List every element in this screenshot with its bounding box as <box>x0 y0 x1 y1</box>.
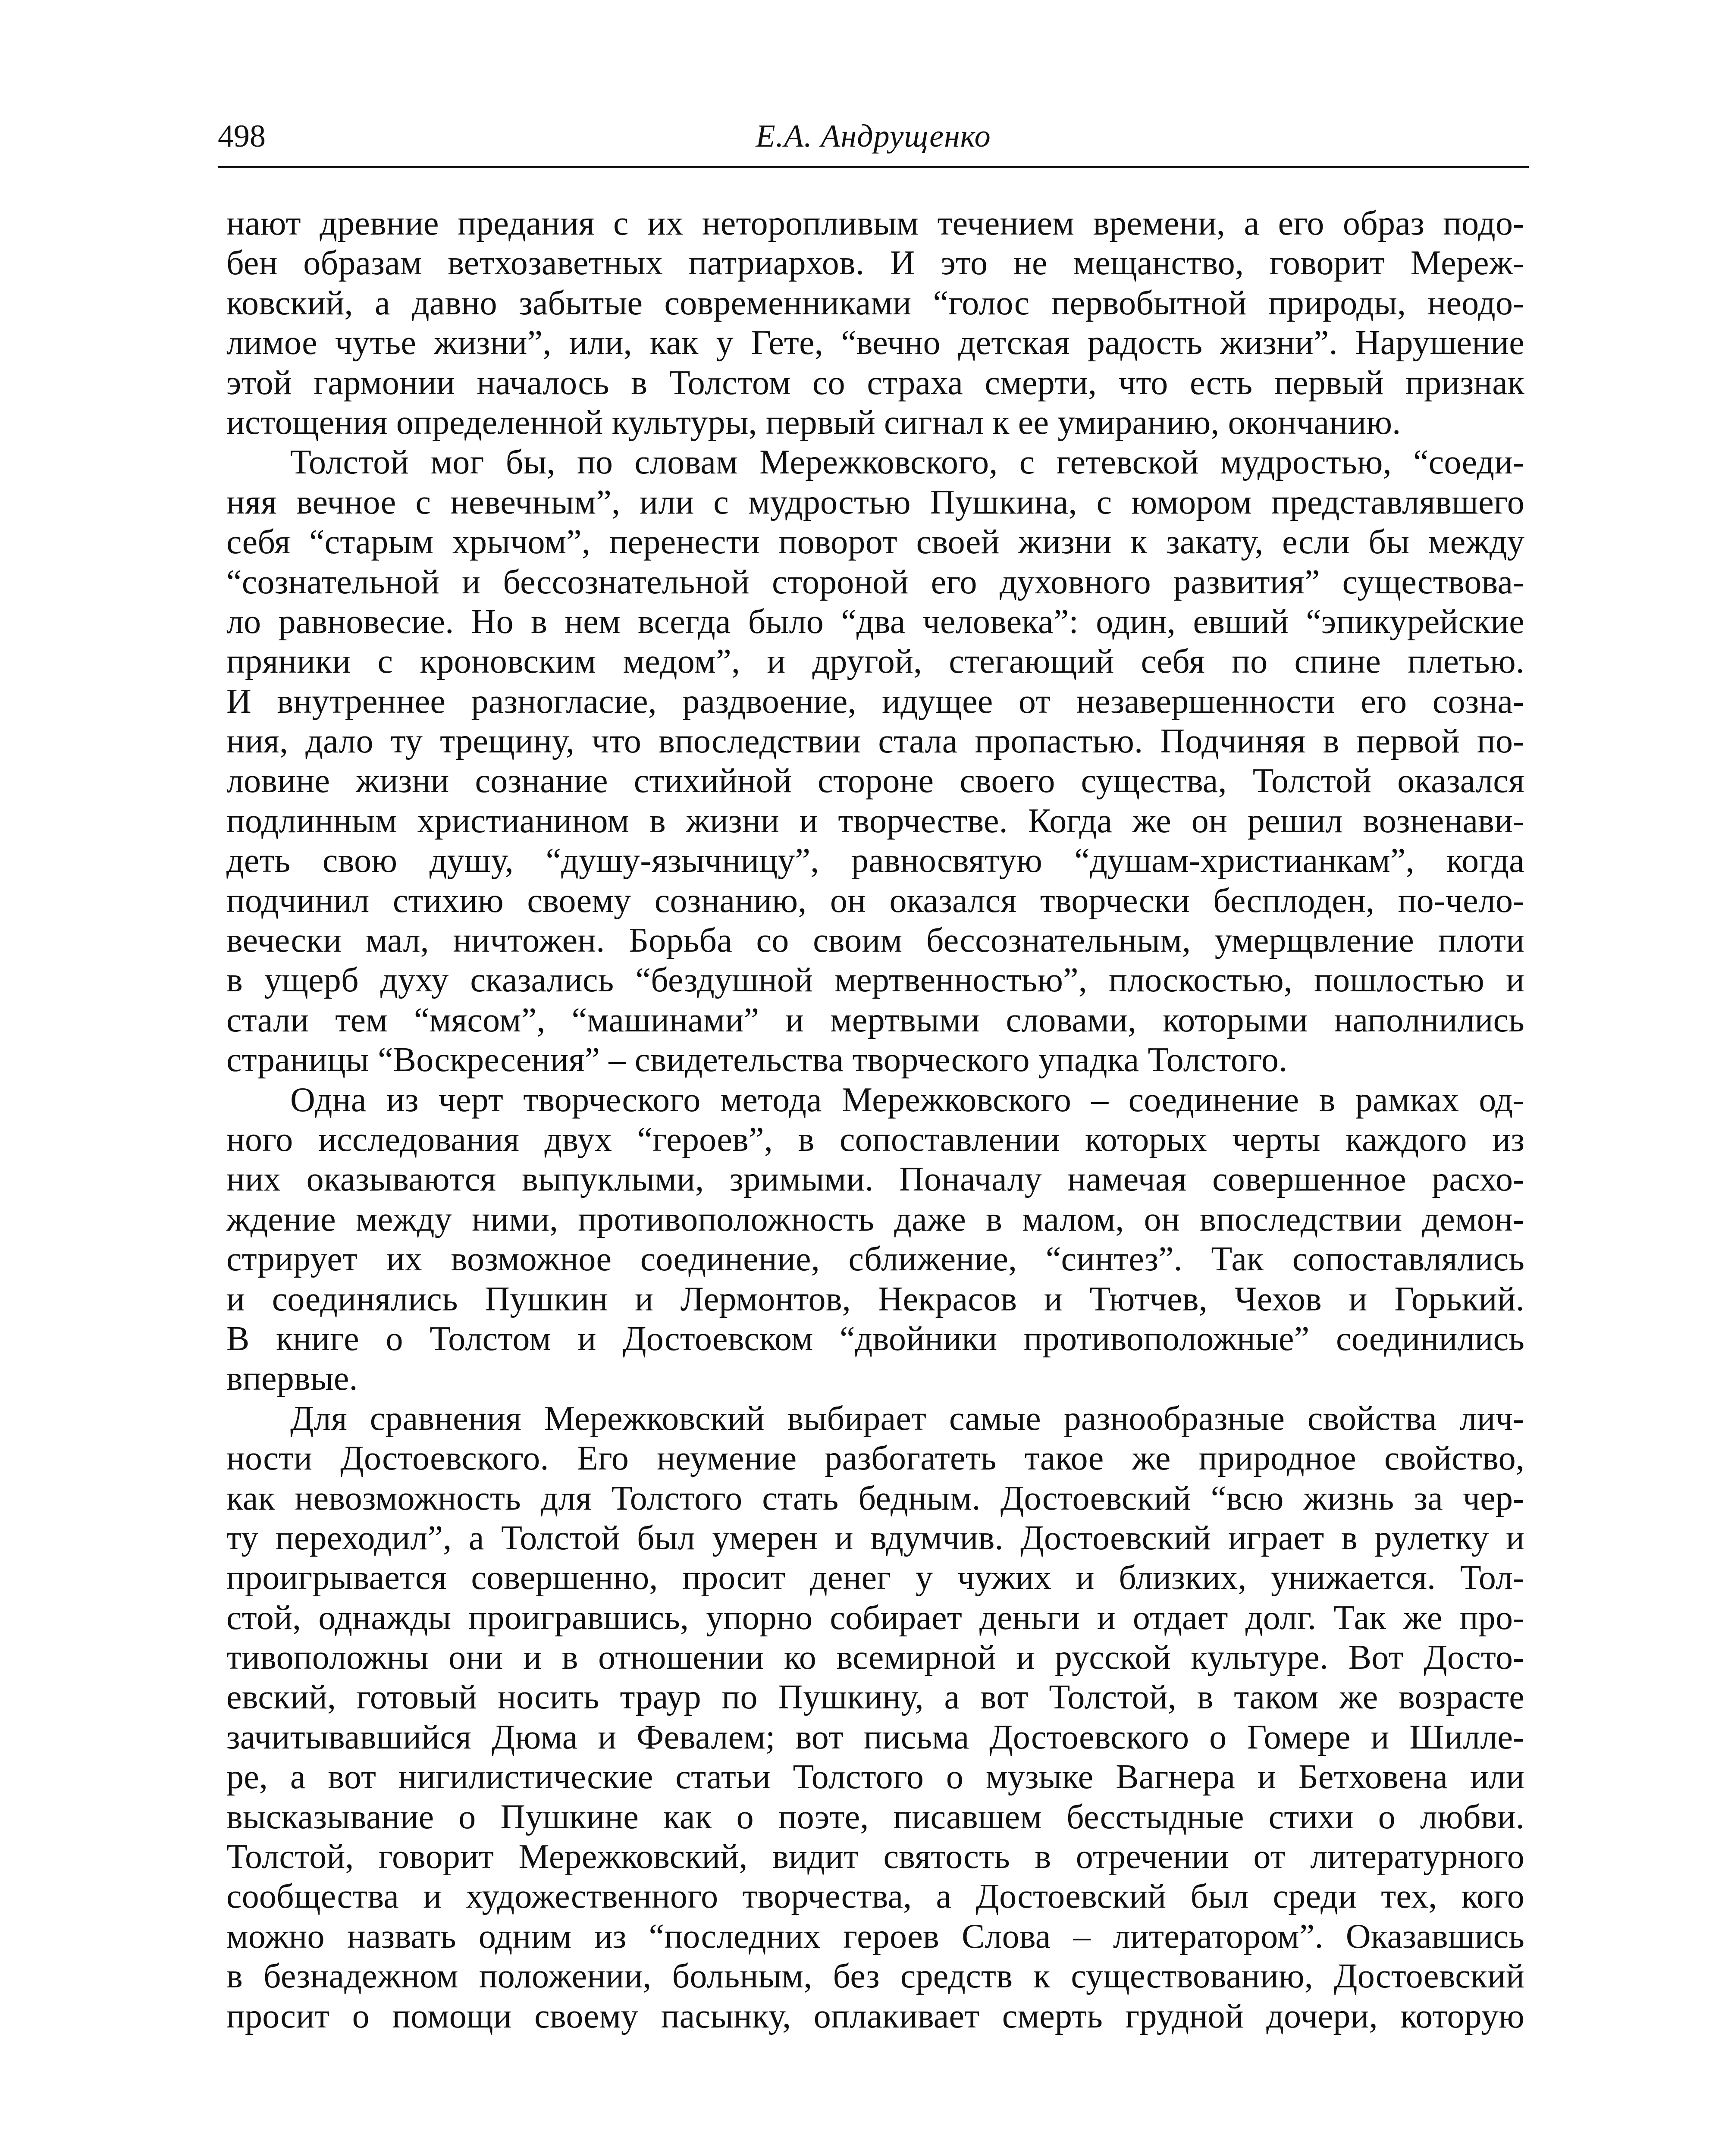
text-line: истощения определенной культуры, первый сигнал к ее умиранию, окончанию. <box>226 403 1401 442</box>
text-line: Одна из черт творческого метода Мережковского – соединение в рамках од- <box>290 1081 1524 1119</box>
text-line: ловине жизни сознание стихийной стороне своего существа, Толстой оказался <box>226 762 1524 800</box>
text-line: ности Достоевского. Его неумение разбогатеть такое же природное свойство, <box>226 1439 1524 1478</box>
text-line: просит о помощи своему пасынку, оплакивает смерть грудной дочери, которую <box>226 1997 1524 2035</box>
text-line: Толстой, говорит Мережковский, видит святость в отречении от литературного <box>226 1838 1524 1876</box>
text-line: себя “старым хрычом”, перенести поворот своей жизни к закату, если бы между <box>226 523 1524 561</box>
text-line: няя вечное с невечным”, или с мудростью Пушкина, с юмором представлявшего <box>226 483 1524 521</box>
text-line: Для сравнения Мережковский выбирает самые разнообразные свойства лич- <box>290 1399 1524 1438</box>
text-line: этой гармонии началось в Толстом со страха смерти, что есть первый признак <box>226 364 1524 402</box>
text-line: тивоположны они и в отношении ко всемирной и русской культуре. Вот Досто- <box>226 1639 1524 1677</box>
text-line: стали тем “мясом”, “машинами” и мертвыми словами, которыми наполнились <box>226 1001 1524 1039</box>
text-line: проигрывается совершенно, просит денег у чужих и близких, унижается. Тол- <box>226 1559 1524 1597</box>
text-line: как невозможность для Толстого стать бедным. Достоевский “всю жизнь за чер- <box>226 1479 1524 1517</box>
text-line: сообщества и художественного творчества, а Достоевский был среди тех, кого <box>226 1877 1524 1916</box>
text-line: ковский, а давно забытые современниками “голос первобытной природы, неодо- <box>226 284 1524 322</box>
text-line: страницы “Воскресения” – свидетельства творческого упадка Толстого. <box>226 1041 1288 1079</box>
text-line: ждение между ними, противоположность даже в малом, он впоследствии демон- <box>226 1200 1524 1238</box>
text-line: в ущерб духу сказались “бездушной мертвенностью”, плоскостью, пошлостью и <box>226 961 1524 1000</box>
text-line: бен образам ветхозаветных патриархов. И это не мещанство, говорит Мереж- <box>226 244 1524 282</box>
text-line: И внутреннее разногласие, раздвоение, идущее от незавершенности его созна- <box>226 682 1524 721</box>
text-line: подлинным христианином в жизни и творчестве. Когда же он решил возненави- <box>226 802 1524 840</box>
text-line: нают древние предания с их неторопливым течением времени, а его образ подо- <box>226 204 1524 242</box>
text-line: ло равновесие. Но в нем всегда было “два человека”: один, евший “эпикурейские <box>226 602 1524 641</box>
text-line: вечески мал, ничтожен. Борьба со своим бессознательным, умерщвление плоти <box>226 921 1524 960</box>
text-line: ного исследования двух “героев”, в сопоставлении которых черты каждого из <box>226 1120 1524 1159</box>
text-line: ту переходил”, а Толстой был умерен и вдумчив. Достоевский играет в рулетку и <box>226 1519 1524 1557</box>
text-line: подчинил стихию своему сознанию, он оказался творчески бесплоден, по-чело- <box>226 881 1524 920</box>
running-header-author: Е.А. Андрущенко <box>756 119 991 154</box>
text-line: зачитывавшийся Дюма и Февалем; вот письма Достоевского о Гомере и Шилле- <box>226 1718 1524 1756</box>
text-line: “сознательной и бессознательной стороной его духовного развития” существова- <box>226 563 1524 601</box>
text-line: высказывание о Пушкине как о поэте, писавшем бесстыдные стихи о любви. <box>226 1798 1524 1836</box>
text-line: стой, однажды проигравшись, упорно собирает деньги и отдает долг. Так же про- <box>226 1598 1524 1637</box>
text-line: лимое чутье жизни”, или, как у Гете, “вечно детская радость жизни”. Нарушение <box>226 324 1524 362</box>
text-line: и соединялись Пушкин и Лермонтов, Некрасов и Тютчев, Чехов и Горький. <box>226 1280 1524 1318</box>
text-line: стрирует их возможное соединение, сближение, “синтез”. Так сопоставлялись <box>226 1240 1524 1279</box>
page-number: 498 <box>218 119 266 154</box>
text-line: в безнадежном положении, больным, без средств к существованию, Достоевский <box>226 1957 1524 1996</box>
text-line: Толстой мог бы, по словам Мережковского, с гетевской мудростью, “соеди- <box>290 443 1524 482</box>
text-line: ре, а вот нигилистические статьи Толстого о музыке Вагнера и Бетховена или <box>226 1758 1524 1796</box>
text-line: В книге о Толстом и Достоевском “двойники противоположные” соединились <box>226 1319 1524 1358</box>
text-line: евский, готовый носить траур по Пушкину, а вот Толстой, в таком же возрасте <box>226 1678 1524 1717</box>
body-text <box>226 204 1524 2036</box>
text-line: можно назвать одним из “последних героев Слова – литератором”. Оказавшись <box>226 1917 1524 1955</box>
text-line: них оказываются выпуклыми, зримыми. Поначалу намечая совершенное расхо- <box>226 1160 1524 1199</box>
text-line: пряники с кроновским медом”, и другой, стегающий себя по спине плетью. <box>226 642 1524 681</box>
text-line: деть свою душу, “душу-язычницу”, равносвятую “душам-христианкам”, когда <box>226 842 1524 880</box>
text-line: ния, дало ту трещину, что впоследствии стала пропастью. Подчиняя в первой по- <box>226 722 1524 761</box>
text-line: впервые. <box>226 1360 358 1398</box>
running-header <box>218 110 1529 168</box>
